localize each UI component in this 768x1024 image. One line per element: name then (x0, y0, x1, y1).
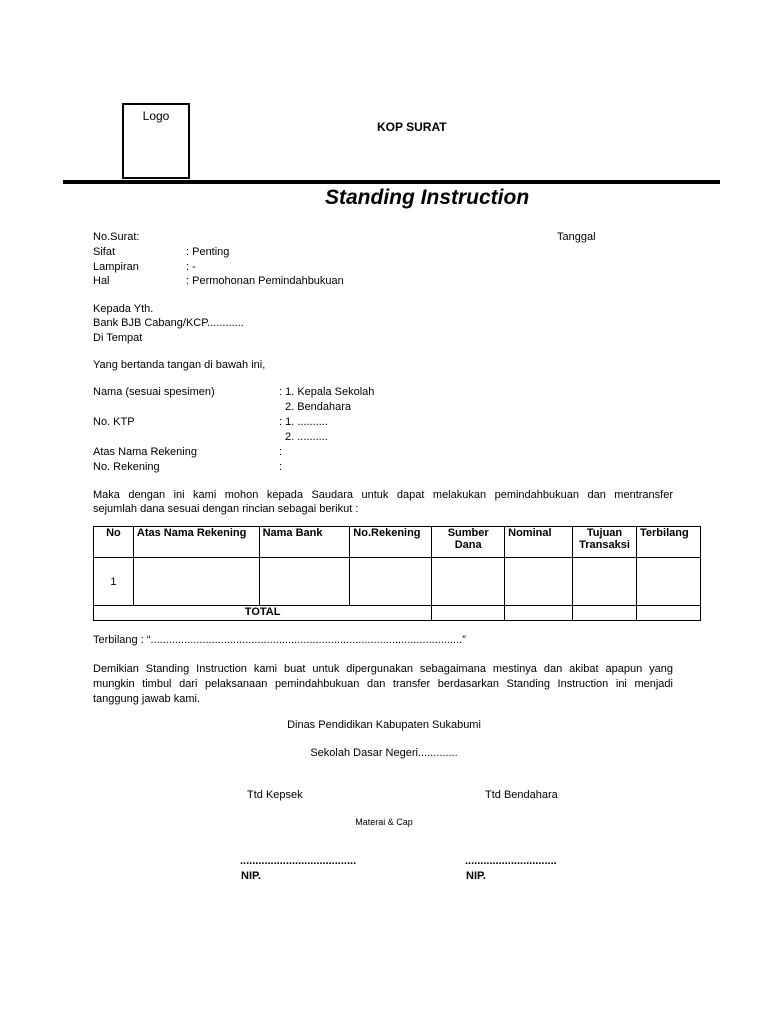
header-sumber-line-2: Dana (454, 539, 482, 551)
total-tujuan-cell (573, 606, 637, 621)
row-atas-nama-cell (133, 558, 259, 606)
header-nominal: Nominal (505, 527, 573, 558)
sekolah-name: Sekolah Dasar Negeri............. (310, 747, 458, 759)
nama-label: Nama (sesuai spesimen) (93, 386, 215, 398)
row-no-cell: 1 (94, 558, 134, 606)
table-header-row (94, 527, 701, 558)
header-tujuan-line-1: Tujuan (586, 527, 623, 539)
intro-text: Yang bertanda tangan di bawah ini, (93, 359, 266, 371)
row-no-rekening-cell (350, 558, 432, 606)
row-nominal-cell (505, 558, 573, 606)
header-atas-nama: Atas Nama Rekening (133, 527, 259, 558)
tanggal-label: Tanggal (557, 231, 596, 243)
ttd-kepsek-label: Ttd Kepsek (247, 789, 303, 801)
ktp-value-2: 2. .......... (285, 431, 328, 443)
sifat-value: : Penting (186, 246, 230, 258)
header-tujuan-transaksi (573, 527, 637, 558)
table-row (94, 558, 701, 606)
recipient-line-2: Bank BJB Cabang/KCP............ (93, 317, 244, 329)
kop-surat: KOP SURAT (377, 120, 447, 134)
transfer-table (93, 526, 701, 621)
header-nama-bank: Nama Bank (259, 527, 350, 558)
no-rek-label: No. Rekening (93, 461, 160, 473)
paragraph-2-line-1: Demikian Standing Instruction kami buat untuk dipergunakan sebagaimana mestinya dan akibat apapun yang (93, 663, 673, 675)
logo-label: Logo (142, 109, 170, 123)
no-surat-label: No.Surat: (93, 231, 140, 243)
header-sumber-line-1: Sumber (447, 527, 489, 539)
row-sumber-dana-cell (432, 558, 505, 606)
no-rek-value: : (279, 461, 283, 473)
sifat-label: Sifat (93, 246, 116, 258)
ttd-bendahara-label: Ttd Bendahara (485, 789, 558, 801)
nip-right: NIP. (466, 870, 486, 882)
hal-label: Hal (93, 275, 110, 287)
logo-placeholder (122, 103, 190, 179)
atas-nama-value: : (279, 446, 283, 458)
ktp-value-1: : 1. .......... (279, 416, 328, 428)
paragraph-2-line-2: mungkin timbul dari pelaksanaan pemindahbukuan dan transfer berdasarkan Standing Instruction ini menjadi (93, 678, 673, 690)
row-tujuan-cell (573, 558, 637, 606)
header-terbilang: Terbilang (637, 527, 701, 558)
lampiran-value: : - (186, 261, 196, 273)
row-nama-bank-cell (259, 558, 350, 606)
recipient-line-3: Di Tempat (93, 332, 143, 344)
paragraph-1-line-1: Maka dengan ini kami mohon kepada Saudara untuk dapat melakukan pemindahbukuan dan mentransfer (93, 489, 673, 501)
lampiran-label: Lampiran (93, 261, 139, 273)
atas-nama-label: Atas Nama Rekening (93, 446, 197, 458)
signature-line-left: ...................................... (240, 855, 357, 867)
document-title: Standing Instruction (325, 186, 530, 209)
dinas-name: Dinas Pendidikan Kabupaten Sukabumi (287, 719, 481, 731)
total-label: TOTAL (94, 606, 432, 621)
header-tujuan-line-2: Transaksi (579, 539, 630, 551)
ktp-label: No. KTP (93, 416, 135, 428)
header-no-rekening: No.Rekening (350, 527, 432, 558)
materai-cap-label: Materai & Cap (355, 817, 413, 827)
header-divider (63, 180, 720, 184)
total-nominal-cell (505, 606, 573, 621)
signature-line-right: .............................. (465, 855, 557, 867)
nama-value-1: : 1. Kepala Sekolah (279, 386, 375, 398)
table-total-row (94, 606, 701, 621)
header-no: No (94, 527, 134, 558)
total-sumber-cell (432, 606, 505, 621)
nip-left: NIP. (241, 870, 261, 882)
nama-value-2: 2. Bendahara (285, 401, 352, 413)
paragraph-2-line-3: tanggung jawab kami. (93, 693, 201, 705)
total-terbilang-cell (637, 606, 701, 621)
recipient-line-1: Kepada Yth. (93, 303, 154, 315)
hal-value: : Permohonan Pemindahbukuan (186, 275, 344, 287)
paragraph-1-line-2: sejumlah dana sesuai dengan rincian sebagai berikut : (93, 503, 359, 515)
row-terbilang-cell (637, 558, 701, 606)
terbilang-line: Terbilang : “......................................................................................................” (93, 634, 466, 646)
header-sumber-dana (432, 527, 505, 558)
